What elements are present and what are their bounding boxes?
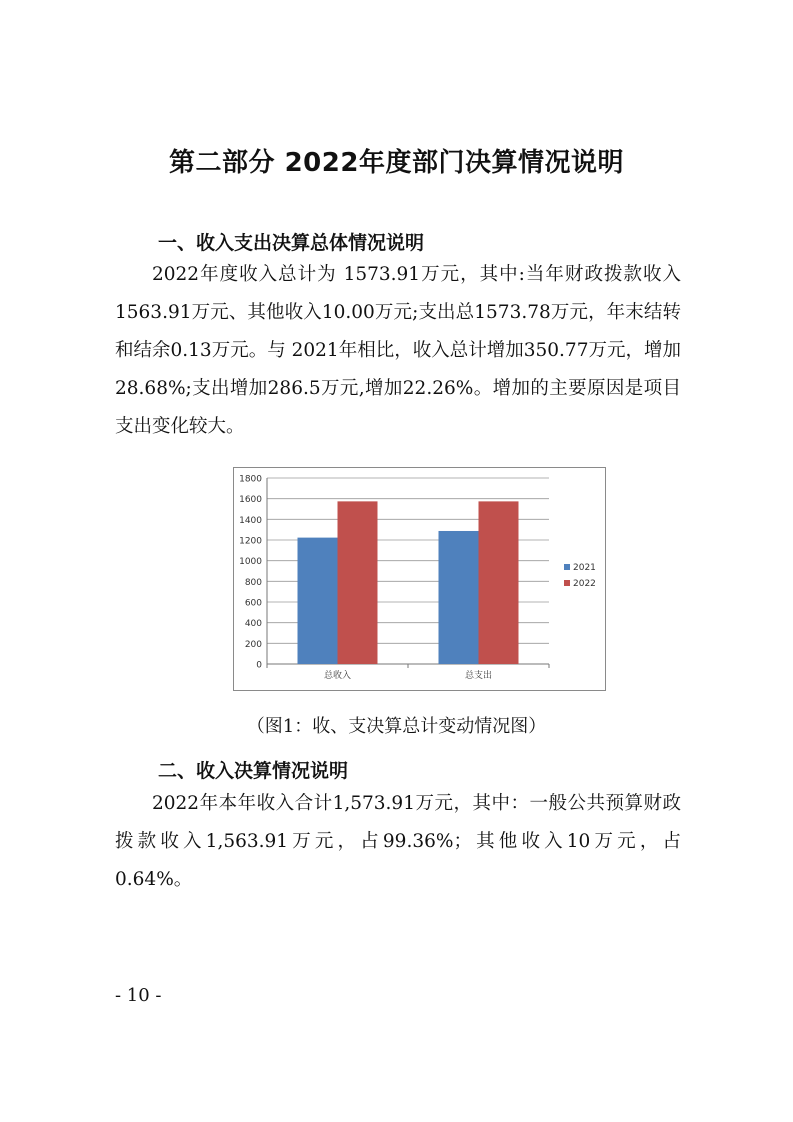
y-tick-label: 1800 bbox=[239, 474, 262, 485]
y-tick-label: 600 bbox=[244, 598, 262, 609]
figure-caption: （图1：收、支决算总计变动情况图） bbox=[246, 716, 547, 737]
y-tick-label: 1600 bbox=[239, 495, 262, 506]
bar-2021-1 bbox=[439, 531, 479, 664]
y-tick-label: 1200 bbox=[239, 536, 262, 547]
page-number: - 10 - bbox=[115, 985, 162, 1006]
bar-2022-0 bbox=[338, 501, 378, 664]
bar-2022-1 bbox=[479, 501, 519, 664]
y-tick-label: 1400 bbox=[239, 515, 262, 526]
bar-2021-0 bbox=[298, 538, 338, 664]
chart-frame bbox=[233, 467, 606, 691]
y-tick-label: 400 bbox=[244, 619, 262, 630]
section2-heading: 二、收入决算情况说明 bbox=[158, 760, 349, 782]
page-title: 第二部分 2022年度部门决算情况说明 bbox=[169, 148, 624, 178]
legend-swatch-2021 bbox=[564, 564, 570, 570]
y-tick-label: 1000 bbox=[239, 557, 262, 568]
section1-heading: 一、收入支出决算总体情况说明 bbox=[158, 232, 425, 254]
section1-body: 2022年度收入总计为 1573.91万元，其中:当年财政拨款收入1563.91万元、其他收入10.00万元;支出总1573.78万元，年末结转和结余0.13万元。与 2021年相比，收入总计增加350.77万元，增加28.68%;支出增加286.5万元,增加22.26%。增加的主要原因是项目支出变化较大。 bbox=[115, 264, 681, 437]
legend-swatch-2022 bbox=[564, 580, 570, 586]
legend-label-2022: 2022 bbox=[573, 579, 596, 589]
section2-body: 2022年本年收入合计1,573.91万元，其中：一般公共预算财政拨款收入1,563.91万元，占99.36%；其他收入10万元，占0.64%。 bbox=[115, 793, 681, 890]
y-tick-label: 0 bbox=[256, 660, 262, 671]
bar-chart bbox=[234, 468, 605, 690]
x-tick-label: 总收入 bbox=[323, 671, 352, 681]
x-tick-label: 总支出 bbox=[464, 671, 493, 681]
y-tick-label: 800 bbox=[244, 577, 262, 588]
legend-label-2021: 2021 bbox=[573, 563, 596, 573]
y-tick-label: 200 bbox=[244, 639, 262, 650]
